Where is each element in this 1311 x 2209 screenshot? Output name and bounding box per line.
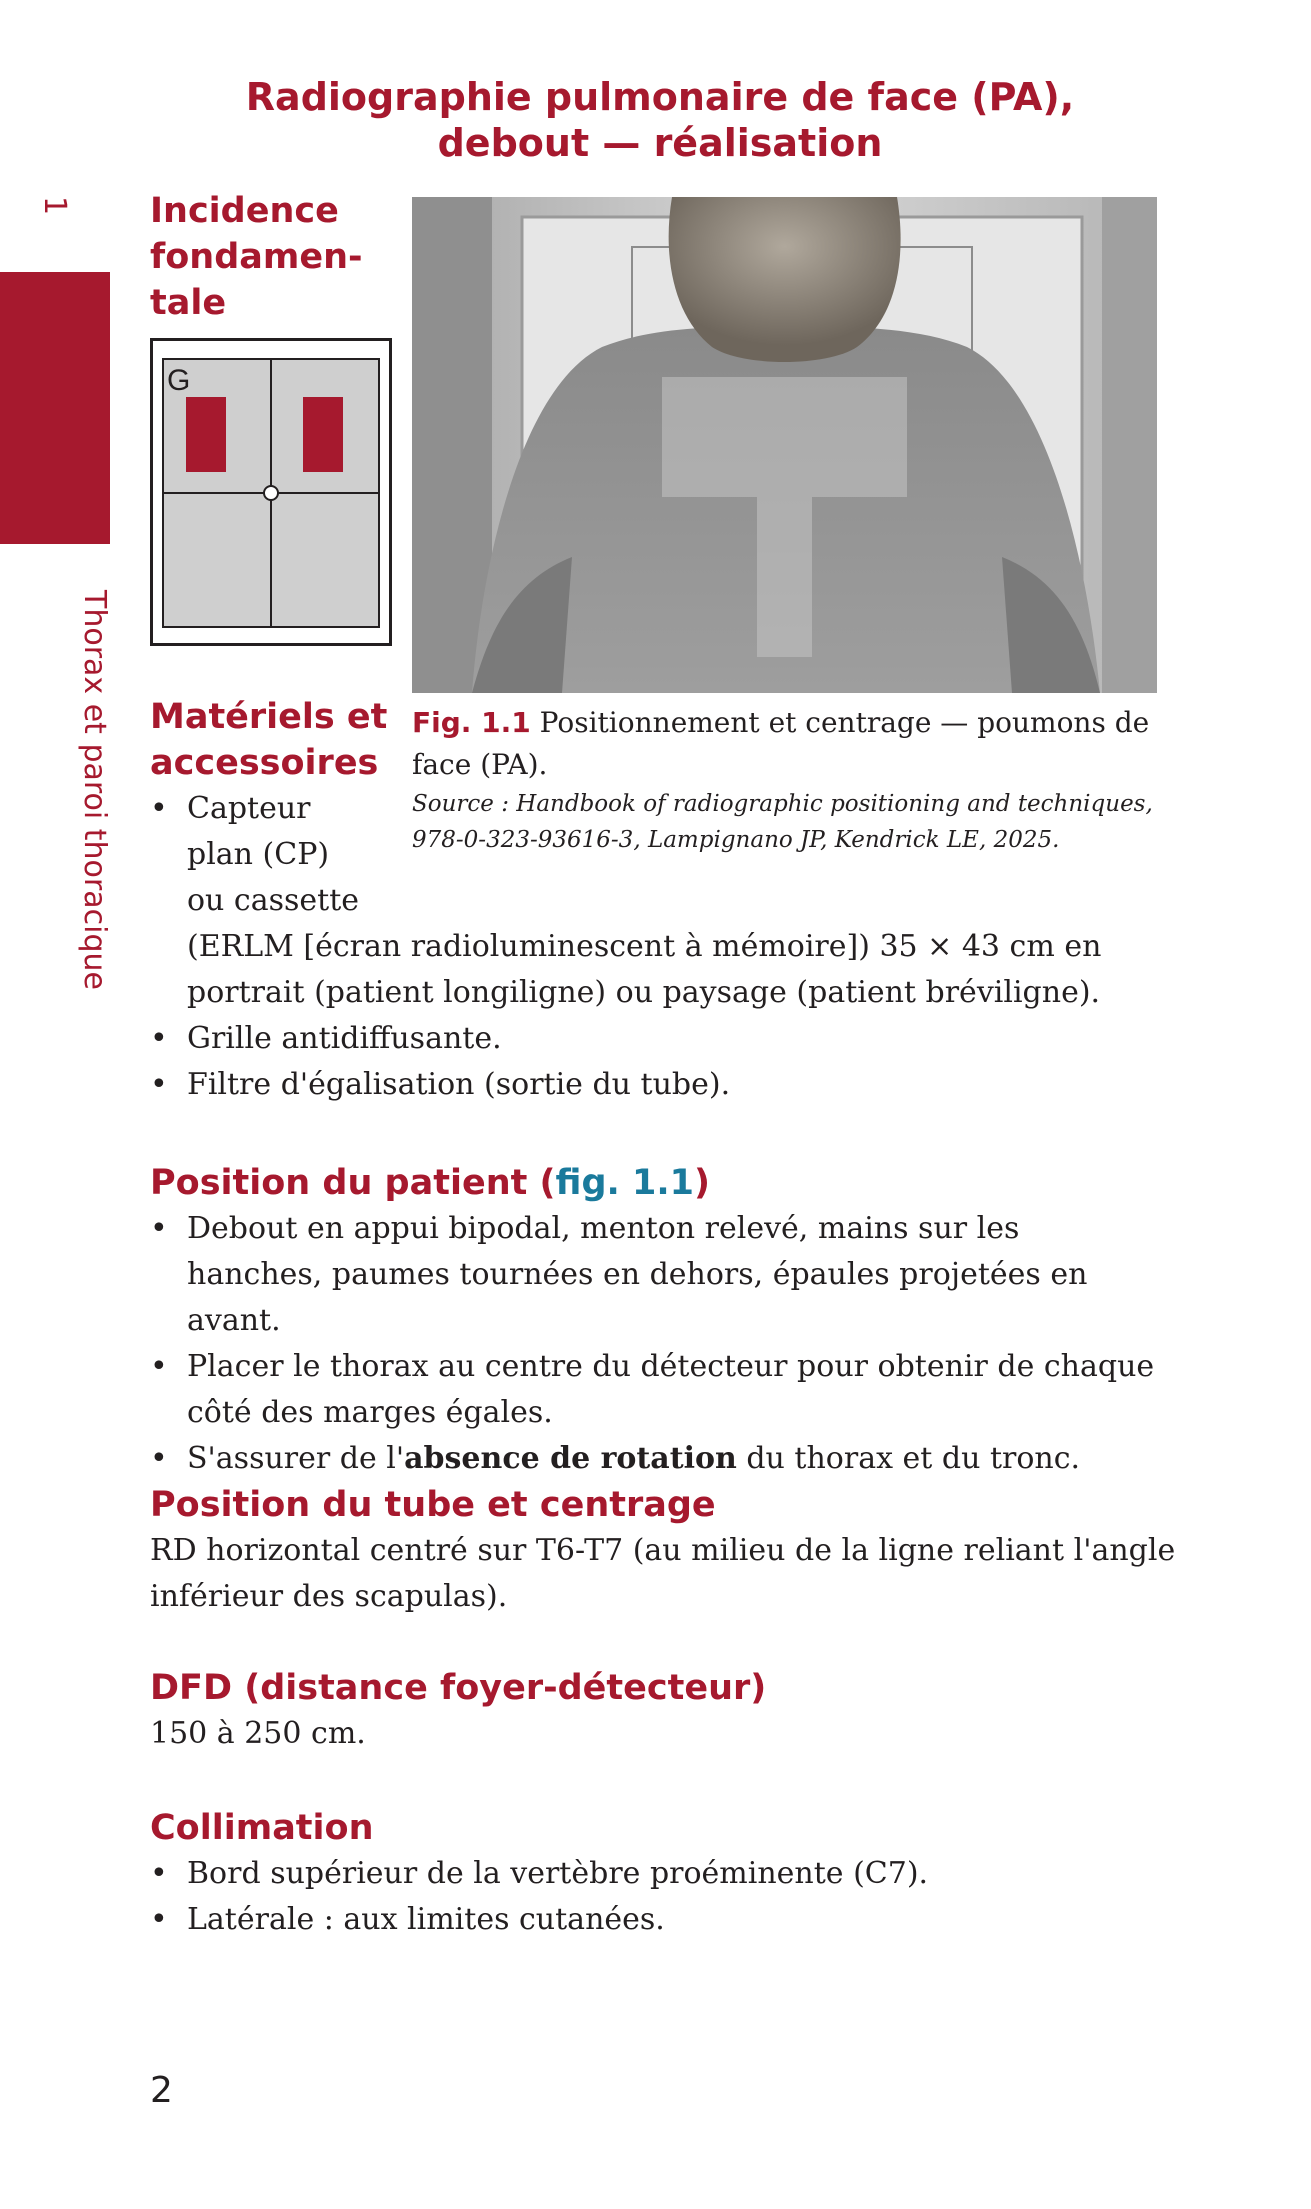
collimation-item-1: Bord supérieur de la vertèbre proéminente (C7). bbox=[187, 1856, 929, 1891]
incidence-diagram bbox=[150, 338, 392, 646]
chapter-label bbox=[76, 590, 116, 1040]
collimation-heading: Collimation bbox=[150, 1808, 374, 1848]
dfd-text: 150 à 250 cm. bbox=[150, 1716, 366, 1751]
central-ray-marker bbox=[264, 486, 278, 500]
list-item bbox=[150, 1344, 1160, 1436]
page-number: 2 bbox=[150, 2070, 173, 2111]
position-patient-item-3-before: S'assurer de l' bbox=[187, 1441, 405, 1476]
figure-link[interactable]: fig. 1.1 bbox=[555, 1163, 695, 1203]
dfd-heading: DFD (distance foyer-détecteur) bbox=[150, 1668, 767, 1708]
positioning-photo-graphic bbox=[412, 197, 1157, 693]
figure-number: Fig. 1.1 bbox=[412, 706, 531, 739]
collimation-item-2: Latérale : aux limites cutanées. bbox=[187, 1902, 665, 1937]
list-item bbox=[150, 786, 1160, 1016]
materiels-list bbox=[150, 786, 1160, 1108]
incidence-heading-line-1: Incidence bbox=[150, 191, 339, 231]
position-patient-heading-end: ) bbox=[694, 1163, 711, 1203]
list-item bbox=[150, 1897, 1160, 1943]
collimation-list bbox=[150, 1851, 1160, 1943]
left-lung-marker bbox=[186, 397, 226, 472]
chapter-number bbox=[37, 196, 112, 236]
page-title-line-2: debout — réalisation bbox=[437, 121, 883, 165]
list-item bbox=[150, 1016, 1160, 1062]
page-title-line-1: Radiographie pulmonaire de face (PA), bbox=[245, 75, 1075, 119]
diagram-letter: G bbox=[167, 364, 191, 397]
position-patient-heading bbox=[150, 1160, 710, 1206]
figure-caption-text: Positionnement et centrage — poumons de face (PA). bbox=[412, 706, 1150, 781]
chapter-label-text: Thorax et paroi thoracique bbox=[77, 590, 112, 990]
chapter-tab bbox=[0, 272, 110, 544]
list-item bbox=[150, 1851, 1160, 1897]
list-item bbox=[150, 1436, 1160, 1482]
materiels-item-1-line-2: plan (CP) bbox=[187, 837, 330, 872]
position-patient-list bbox=[150, 1206, 1160, 1482]
materiels-item-1-line-5: portrait (patient longiligne) ou paysage (patient bréviligne). bbox=[187, 975, 1101, 1010]
materiels-item-3: Filtre d'égalisation (sortie du tube). bbox=[187, 1067, 731, 1102]
position-patient-item-2: Placer le thorax au centre du détecteur pour obtenir de chaque côté des marges égales. bbox=[187, 1349, 1155, 1430]
chapter-number-text: 1 bbox=[37, 196, 72, 216]
incidence-heading-line-2: fondamen- bbox=[150, 237, 363, 277]
stand-right-edge bbox=[1102, 197, 1157, 693]
incidence-diagram-graphic bbox=[153, 341, 389, 643]
tube-text: RD horizontal centré sur T6-T7 (au milieu de la ligne reliant l'angle inférieur des scapulas). bbox=[150, 1533, 1176, 1614]
incidence-heading bbox=[150, 188, 363, 326]
tube-heading: Position du tube et centrage bbox=[150, 1485, 716, 1525]
materiels-heading-line-1: Matériels et bbox=[150, 697, 388, 737]
position-patient-heading-text: Position du patient ( bbox=[150, 1163, 556, 1203]
page-title bbox=[150, 74, 1170, 166]
position-patient-item-3-bold: absence de rotation bbox=[404, 1441, 737, 1476]
position-patient-item-1: Debout en appui bipodal, menton relevé, mains sur les hanches, paumes tournées en dehors, épaules projetées en avant. bbox=[187, 1211, 1088, 1338]
materiels-heading bbox=[150, 694, 387, 786]
list-item bbox=[150, 1062, 1160, 1108]
materiels-item-2: Grille antidiffusante. bbox=[187, 1021, 502, 1056]
patient-hair bbox=[669, 197, 901, 362]
materiels-heading-line-2: accessoires bbox=[150, 743, 379, 783]
list-item bbox=[150, 1206, 1160, 1344]
right-lung-marker bbox=[303, 397, 343, 472]
figure-source: Source : Handbook of radiographic positioning and techniques, 978-0-323-93616-3, Lampignano JP, Kendrick LE, 2025. bbox=[412, 791, 1153, 853]
position-patient-item-3-after: du thorax et du tronc. bbox=[736, 1441, 1081, 1476]
positioning-photo bbox=[412, 197, 1157, 693]
materiels-item-1-line-1: • Capteur bbox=[187, 791, 311, 826]
materiels-item-1-line-3: ou cassette bbox=[187, 883, 360, 918]
incidence-heading-line-3: tale bbox=[150, 283, 227, 323]
materiels-item-1-line-4: (ERLM [écran radioluminescent à mémoire]) 35 × 43 cm en bbox=[187, 929, 1102, 964]
stand-left-edge bbox=[412, 197, 492, 693]
